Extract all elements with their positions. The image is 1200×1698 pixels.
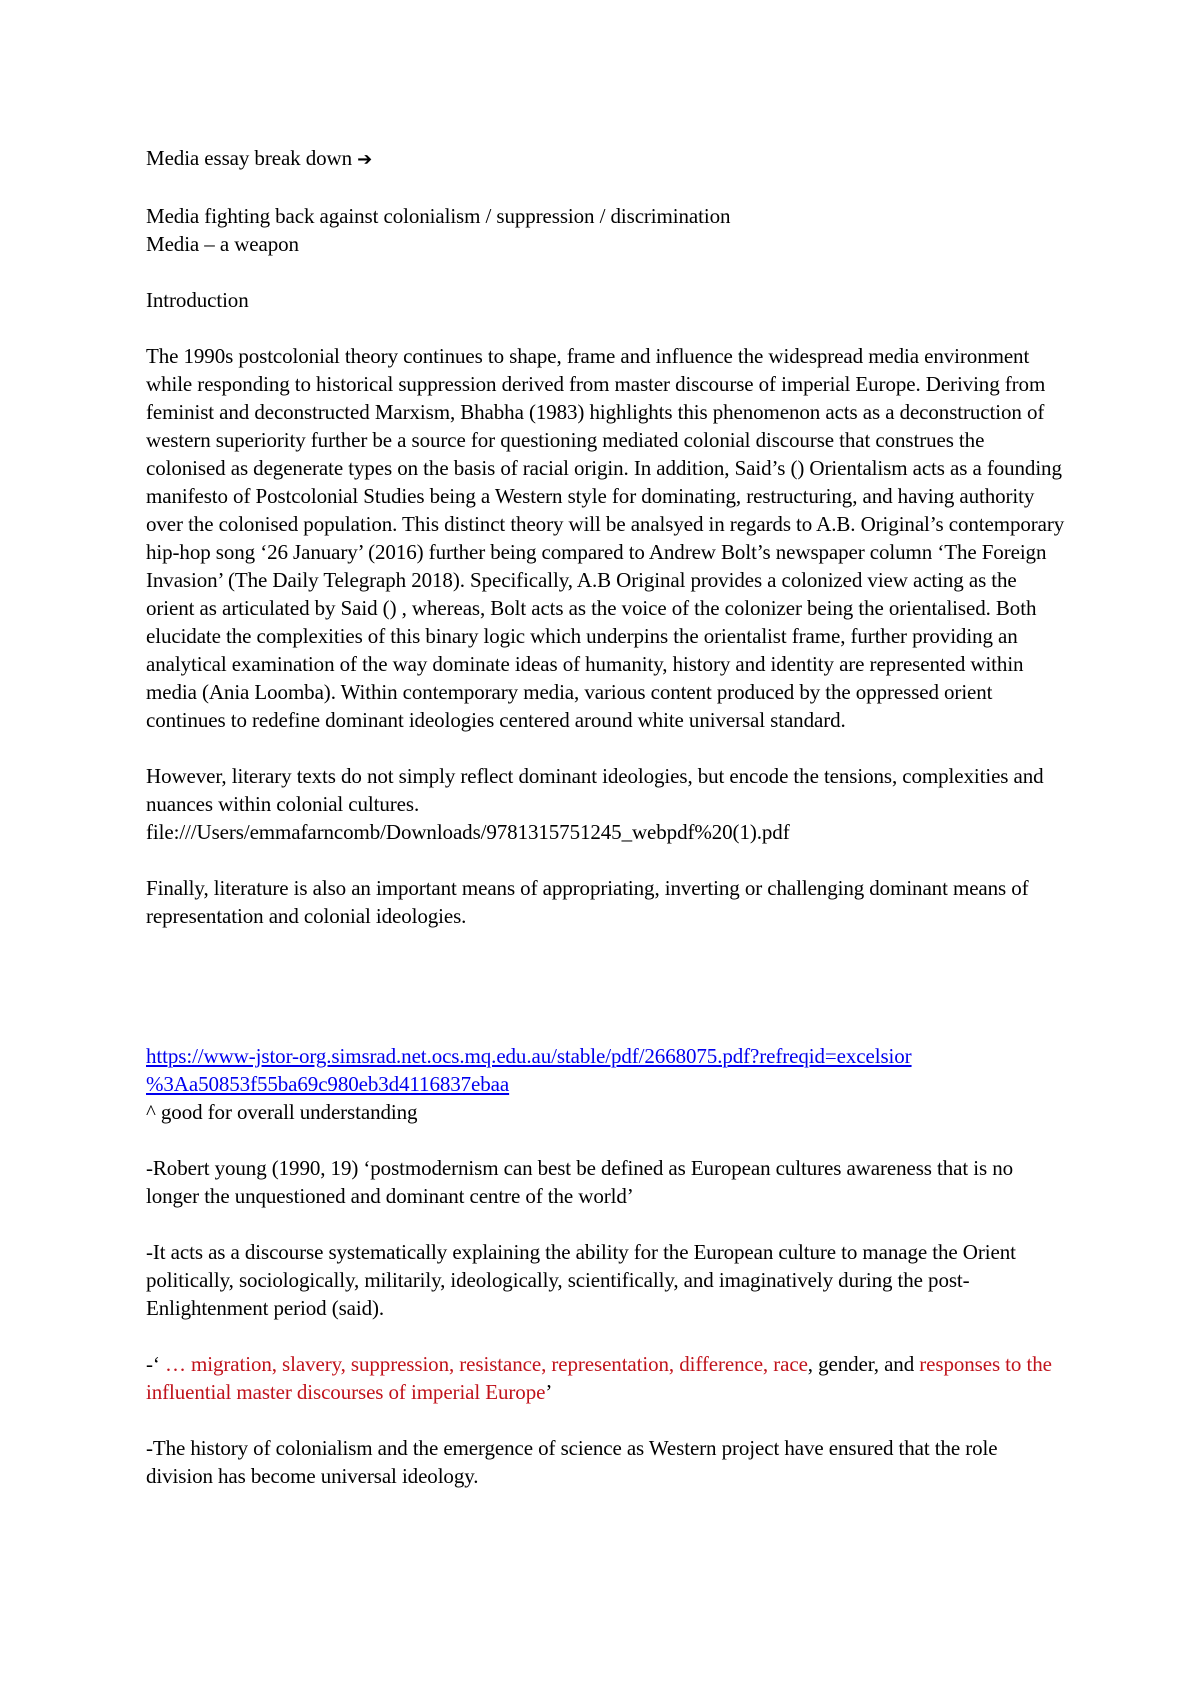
right-arrow-icon: ➔ <box>357 149 373 170</box>
quote-suffix: ’ <box>545 1380 553 1404</box>
highlighted-quote <box>146 1350 1066 1406</box>
blank-space <box>146 958 1066 1042</box>
however-paragraph: However, literary texts do not simply reflect dominant ideologies, but encode the tensions, complexities and nuances within colonial cultures. <box>146 764 1044 816</box>
document-heading <box>146 144 1066 174</box>
file-path: file:///Users/emmafarncomb/Downloads/9781315751245_webpdf%20(1).pdf <box>146 820 790 844</box>
theme-line-1: Media fighting back against colonialism / suppression / discrimination <box>146 204 731 228</box>
finally-paragraph: Finally, literature is also an important means of appropriating, inverting or challenging dominant means of representation and colonial ideologies. <box>146 876 1029 928</box>
quote-red-part-1: … migration, slavery, suppression, resistance, representation, difference, race <box>164 1352 808 1376</box>
discourse-point: -It acts as a discourse systematically explaining the ability for the European culture to manage the Orient politically, sociologically, militarily, ideologically, scientifically, and imaginatively during the post-Enlightenment period (said). <box>146 1240 1016 1320</box>
document-body <box>146 144 1066 1518</box>
young-quote: -Robert young (1990, 19) ‘postmodernism can best be defined as European cultures awareness that is no longer the unquestioned and dominant centre of the world’ <box>146 1156 1013 1208</box>
link-note: ^ good for overall understanding <box>146 1100 418 1124</box>
intro-paragraph: The 1990s postcolonial theory continues to shape, frame and influence the widespread media environment while responding to historical suppression derived from master discourse of imperial Europe. Deriving from feminist and deconstructed Marxism, Bhabha (1983) highlights this phenomenon acts as a deconstruction of western superiority further be a source for questioning mediated colonial discourse that construes the colonised as degenerate types on the basis of racial origin. In addition, Said’s () Orientalism acts as a founding manifesto of Postcolonial Studies being a Western style for dominating, restructuring, and having authority over the colonised population. This distinct theory will be analsyed in regards to A.B. Original’s contemporary hip-hop song ‘26 January’ (2016) further being compared to Andrew Bolt’s newspaper column ‘The Foreign Invasion’ (The Daily Telegraph 2018). Specifically, A.B Original provides a colonized view acting as the orient as articulated by Said () , whereas, Bolt acts as the voice of the colonizer being the orientalised. Both elucidate the complexities of this binary logic which underpins the orientalist frame, further providing an analytical examination of the way dominate ideas of humanity, history and identity are represented within media (Ania Loomba). Within contemporary media, various content produced by the oppressed orient continues to redefine dominant ideologies centered around white universal standard. <box>146 344 1065 732</box>
quote-red-part-2: responses to the influential master discourses of imperial Europe <box>146 1352 1052 1404</box>
theme-lines <box>146 202 1066 258</box>
theme-line-2: Media – a weapon <box>146 232 299 256</box>
quote-black-middle: , gender, and <box>807 1352 915 1376</box>
quote-prefix: -‘ <box>146 1352 165 1376</box>
heading-text: Media essay break down <box>146 146 352 170</box>
jstor-link-line-2: %3Aa50853f55ba69c980eb3d4116837ebaa <box>146 1072 510 1096</box>
history-point: -The history of colonialism and the emergence of science as Western project have ensured that the role division has become universal ideology. <box>146 1436 998 1488</box>
section-heading-introduction: Introduction <box>146 288 249 312</box>
jstor-link-block <box>146 1042 1066 1098</box>
jstor-link-line-1: https://www-jstor-org.simsrad.net.ocs.mq.edu.au/stable/pdf/2668075.pdf?refreqid=excelsior <box>146 1044 912 1068</box>
jstor-link[interactable] <box>146 1042 1066 1098</box>
